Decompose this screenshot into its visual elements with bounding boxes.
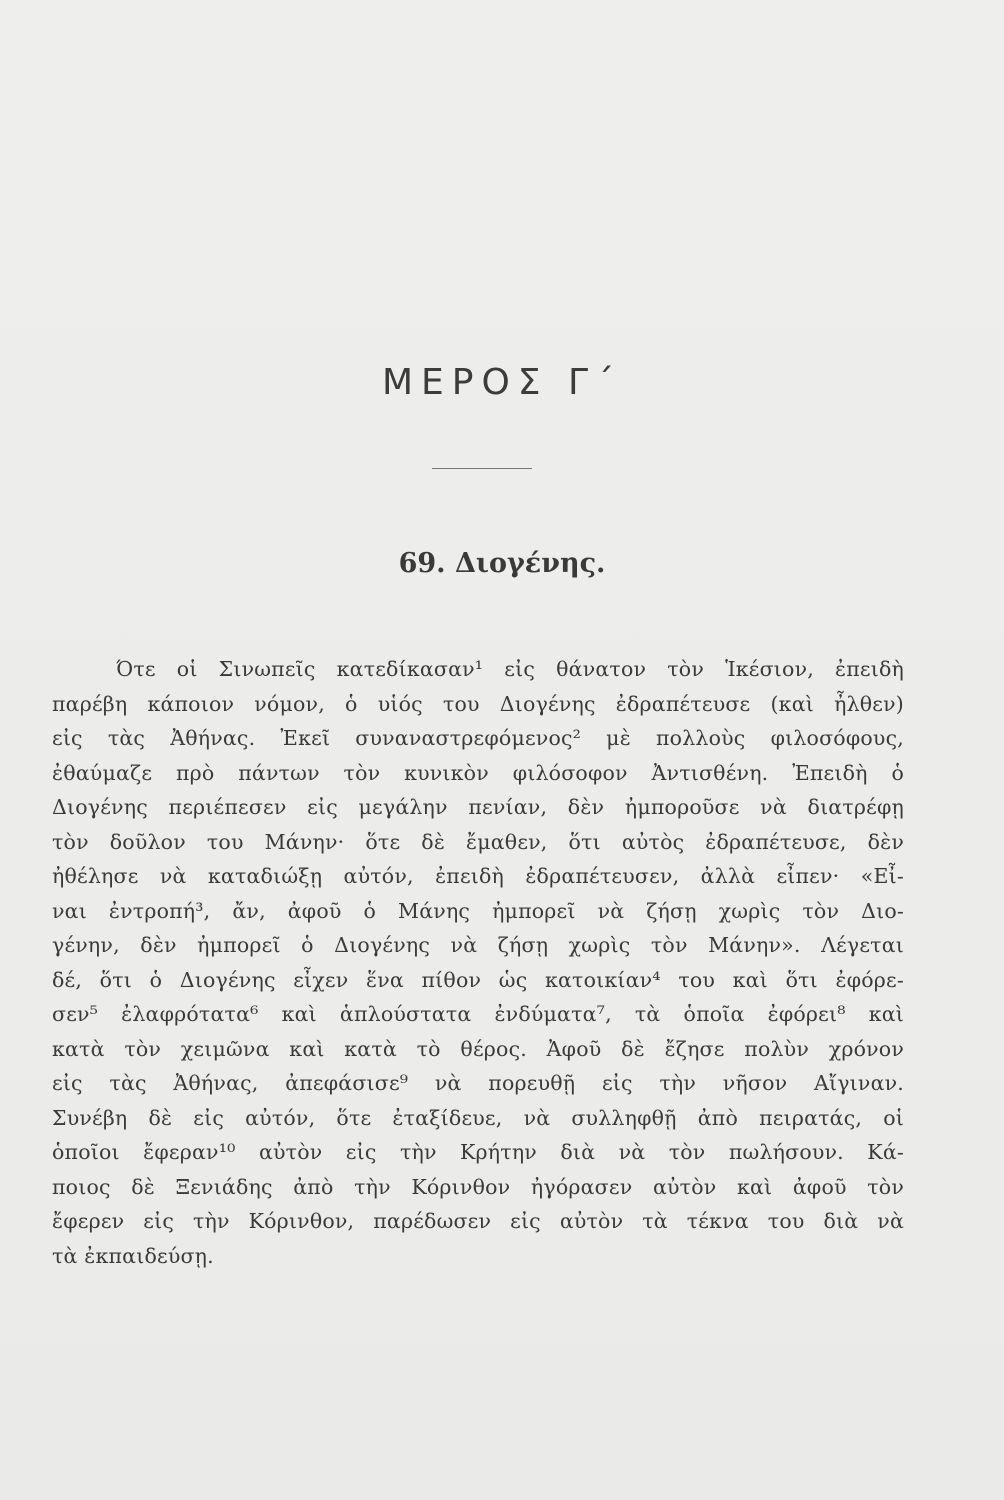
text-line: ἐθαύμαζε πρὸ πάντων τὸν κυνικὸν φιλόσοφον Ἀντισθένη. Ἐπειδὴ ὁ	[52, 760, 904, 785]
chapter-title: 69. Διογένης.	[398, 548, 606, 579]
text-line: ποιος δὲ Ξενιάδης ἀπὸ τὴν Κόρινθον ἠγόρασεν αὐτὸν καὶ ἀφοῦ τὸν	[52, 1174, 904, 1199]
text-line: κατὰ τὸν χειμῶνα καὶ κατὰ τὸ θέρος. Ἀφοῦ δὲ ἔζησε πολὺν χρόνον	[52, 1036, 904, 1061]
text-line: παρέβη κάποιον νόμον, ὁ υἱός του Διογένης ἐδραπέτευσε (καὶ ἦλθεν)	[52, 691, 904, 716]
text-line: ναι ἐντροπή³, ἄν, ἀφοῦ ὁ Μάνης ἠμπορεῖ νὰ ζήσῃ χωρὶς τὸν Διο-	[52, 898, 904, 923]
text-line: τὸν δοῦλον του Μάνην· ὅτε δὲ ἔμαθεν, ὅτι αὐτὸς ἐδραπέτευσε, δὲν	[52, 829, 904, 854]
text-line: σεν⁵ ἐλαφρότατα⁶ καὶ ἁπλούστατα ἐνδύματα⁷, τὰ ὁποῖα ἐφόρει⁸ καὶ	[52, 1002, 904, 1026]
text-line: δέ, ὅτι ὁ Διογένης εἶχεν ἕνα πίθον ὡς κατοικίαν⁴ του καὶ ὅτι ἐφόρε-	[52, 967, 904, 992]
text-line: εἰς τὰς Ἀθήνας, ἀπεφάσισε⁹ νὰ πορευθῇ εἰς τὴν νῆσον Αἴγιναν.	[52, 1071, 904, 1095]
part-title: ΜΕΡΟΣ Γ΄	[381, 362, 623, 403]
text-line: εἰς τὰς Ἀθήνας. Ἐκεῖ συναναστρεφόμενος² μὲ πολλοὺς φιλοσόφους,	[52, 726, 904, 750]
body-text	[52, 652, 904, 1273]
text-line: τὰ ἐκπαιδεύσῃ.	[52, 1243, 214, 1268]
text-line: Ότε οἱ Σινωπεῖς κατεδίκασαν¹ εἰς θάνατον τὸν Ἱκέσιον, ἐπειδὴ	[116, 657, 904, 681]
text-line: Διογένης περιέπεσεν εἰς μεγάλην πενίαν, δὲν ἠμποροῦσε νὰ διατρέφῃ	[52, 795, 904, 819]
text-line: γένην, δὲν ἠμπορεῖ ὁ Διογένης νὰ ζήσῃ χωρὶς τὸν Μάνην». Λέγεται	[52, 933, 904, 957]
text-line: ἔφερεν εἰς τὴν Κόρινθον, παρέδωσεν εἰς αὐτὸν τὰ τέκνα του διὰ νὰ	[52, 1209, 904, 1233]
divider-rule	[432, 468, 532, 469]
text-line: Συνέβη δὲ εἰς αὐτόν, ὅτε ἐταξίδευε, νὰ συλληφθῇ ἀπὸ πειρατάς, οἱ	[52, 1105, 904, 1130]
text-line: ἠθέλησε νὰ καταδιώξῃ αὐτόν, ἐπειδὴ ἐδραπέτευσεν, ἀλλὰ εἶπεν· «Εἶ-	[52, 864, 904, 888]
text-line: ὁποῖοι ἔφεραν¹⁰ αὐτὸν εἰς τὴν Κρήτην διὰ νὰ τὸν πωλήσουν. Κά-	[52, 1140, 904, 1164]
